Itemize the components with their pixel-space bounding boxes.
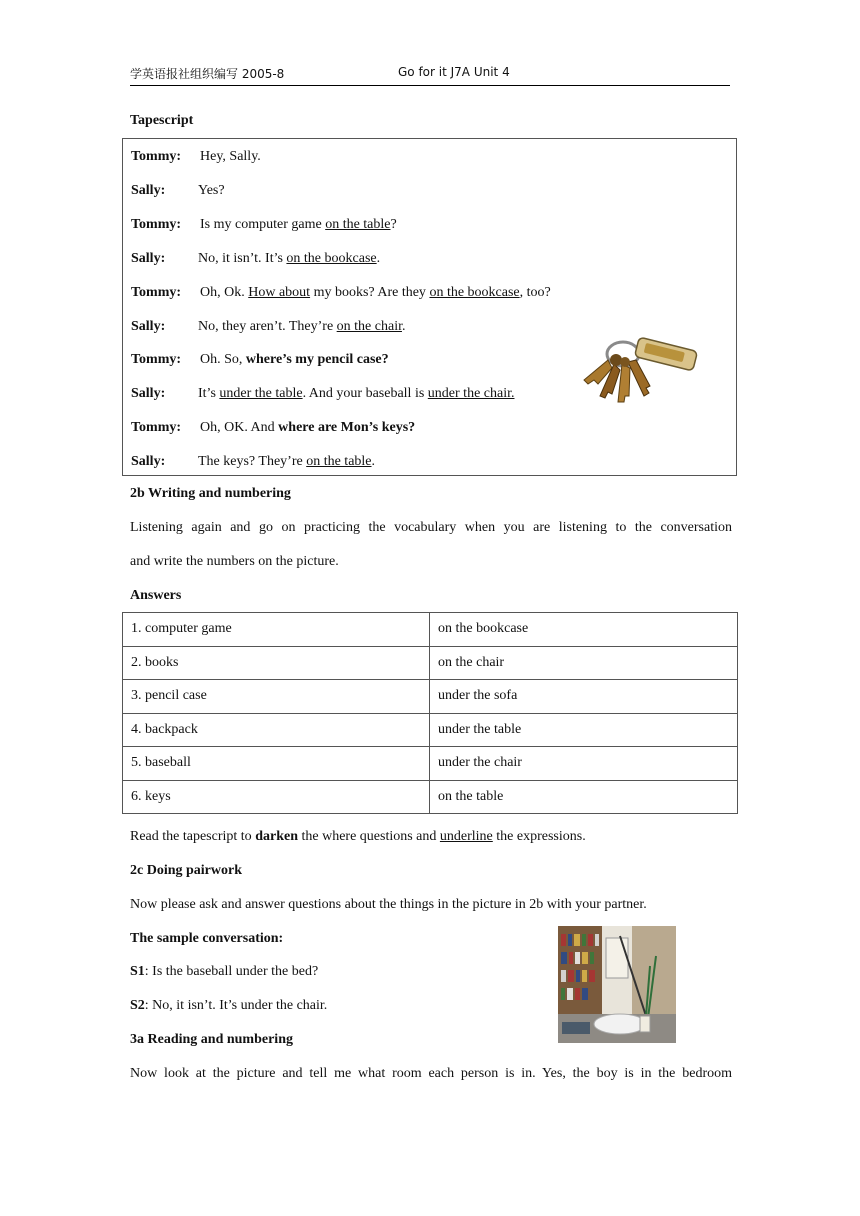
underlined-expression: on the chair	[336, 318, 402, 334]
utterance	[198, 386, 514, 402]
item-cell: 6. keys	[123, 780, 430, 814]
table-row	[123, 747, 738, 781]
s2-label: S2	[130, 998, 145, 1013]
location-cell: under the sofa	[430, 680, 738, 714]
location-cell: under the chair	[430, 747, 738, 781]
item-cell: 1. computer game	[123, 613, 430, 647]
utterance-text: No, they aren’t. They’re	[198, 318, 337, 334]
utterance-text: No, it isn’t. It’s	[198, 250, 287, 266]
read-note-darken: darken	[255, 829, 298, 844]
keys-photo	[578, 330, 702, 406]
utterance-text: Oh, Ok.	[200, 284, 249, 300]
location-cell: on the bookcase	[430, 613, 738, 647]
speaker-label: Sally:	[131, 318, 166, 334]
underlined-expression: on the bookcase	[286, 250, 377, 266]
answers-heading: Answers	[130, 588, 182, 603]
answers-table	[122, 612, 738, 814]
item-cell: 4. backpack	[123, 713, 430, 747]
speaker-label: Sally:	[131, 182, 166, 198]
utterance-text: It’s	[198, 386, 220, 402]
underlined-expression: on the table	[325, 216, 391, 232]
utterance-text: . And your baseball is	[302, 386, 428, 402]
read-note-text: Read the tapescript to	[130, 829, 256, 844]
speaker-label: Sally:	[131, 386, 166, 402]
table-row	[123, 780, 738, 814]
speaker-label: Tommy:	[131, 216, 182, 232]
location-cell: on the table	[430, 780, 738, 814]
utterance	[200, 352, 389, 368]
underlined-expression: under the chair.	[427, 386, 515, 402]
underlined-expression: on the table	[306, 454, 372, 470]
item-cell: 2. books	[123, 646, 430, 680]
underlined-expression: under the table	[219, 386, 303, 402]
utterance-text: Yes?	[198, 182, 225, 198]
sample-heading: The sample conversation:	[130, 931, 284, 946]
utterance-text: my books? Are they	[310, 284, 430, 300]
utterance-text: Oh, OK. And	[200, 420, 279, 436]
section-3a-heading: 3a Reading and numbering	[130, 1032, 293, 1047]
table-row	[123, 613, 738, 647]
speaker-label: Tommy:	[131, 149, 182, 164]
utterance	[198, 454, 375, 470]
utterance-text: The keys? They’re	[198, 454, 307, 470]
s2-text: : No, it isn’t. It’s under the chair.	[144, 998, 328, 1013]
utterance-text: Is my computer game	[200, 216, 326, 232]
section-2c-text: Now please ask and answer questions about the things in the picture in 2b with your partner.	[130, 897, 647, 912]
read-note-underline: underline	[439, 829, 493, 844]
location-cell: on the chair	[430, 646, 738, 680]
utterance-text: .	[371, 454, 376, 470]
section-2b-text-line1: Listening again and go on practicing the vocabulary when you are listening to the conversation	[130, 520, 732, 535]
read-note	[130, 829, 586, 845]
speaker-label: Sally:	[131, 250, 166, 266]
utterance-text: .	[401, 318, 406, 334]
table-row	[123, 713, 738, 747]
sample-s2	[130, 998, 327, 1014]
utterance	[198, 183, 225, 199]
header-course: Go for it J7A Unit 4	[398, 65, 510, 79]
item-cell: 5. baseball	[123, 747, 430, 781]
where-question: where’s my pencil case?	[245, 352, 389, 368]
speaker-label: Tommy:	[131, 284, 182, 300]
section-2c-heading: 2c Doing pairwork	[130, 863, 242, 878]
utterance-text: Oh. So,	[200, 352, 246, 368]
utterance-text: Hey, Sally.	[200, 149, 261, 164]
sample-s1	[130, 964, 318, 980]
utterance-text: .	[376, 250, 381, 266]
underlined-expression: on the bookcase	[429, 284, 520, 300]
utterance	[200, 420, 415, 436]
section-2b-heading: 2b Writing and numbering	[130, 486, 291, 501]
utterance	[200, 285, 551, 301]
utterance	[198, 319, 405, 335]
living-room-photo	[558, 926, 676, 1043]
page-header	[130, 62, 730, 86]
item-cell: 3. pencil case	[123, 680, 430, 714]
location-cell: under the table	[430, 713, 738, 747]
utterance-text: ?	[390, 216, 397, 232]
table-row	[123, 646, 738, 680]
read-note-text: the expressions.	[492, 829, 586, 844]
where-question: where are Mon’s keys?	[278, 420, 416, 436]
read-note-text: the where questions and	[297, 829, 440, 844]
speaker-label: Tommy:	[131, 352, 182, 368]
s1-text: : Is the baseball under the bed?	[144, 964, 319, 979]
underlined-expression: How about	[248, 284, 311, 300]
table-row	[123, 680, 738, 714]
utterance	[200, 149, 261, 165]
tapescript-box	[122, 138, 737, 476]
speaker-label: Tommy:	[131, 420, 182, 436]
section-3a-text: Now look at the picture and tell me what room each person is in. Yes, the boy is in the bedroom	[130, 1066, 732, 1081]
utterance	[198, 251, 380, 267]
header-publisher: 学英语报社组织编写 2005-8	[130, 67, 285, 81]
s1-label: S1	[130, 964, 145, 979]
tapescript-heading: Tapescript	[130, 113, 194, 128]
utterance-text: , too?	[519, 284, 551, 300]
section-2b-text-line2: and write the numbers on the picture.	[130, 554, 339, 569]
utterance	[200, 217, 397, 233]
speaker-label: Sally:	[131, 454, 166, 470]
